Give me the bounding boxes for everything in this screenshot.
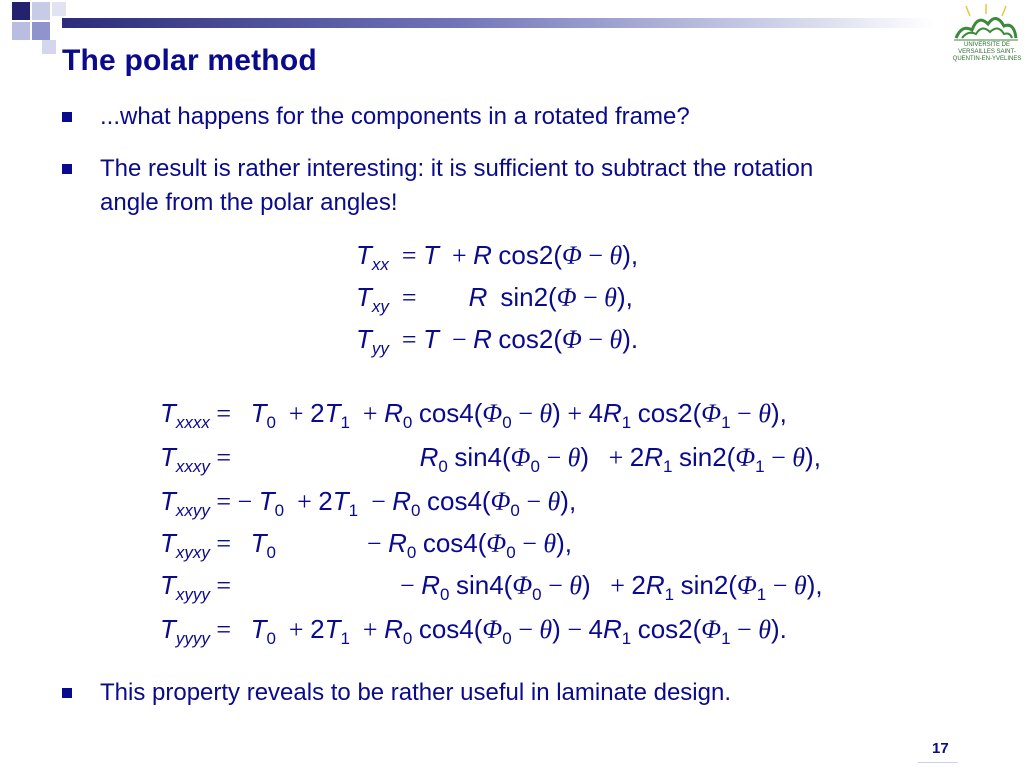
bullet-text: This property reveals to be rather useful in laminate design. bbox=[100, 679, 731, 706]
decor-square bbox=[42, 40, 56, 54]
page-number: 17 bbox=[932, 740, 949, 757]
equation-txxxy: $T_{xxxy}$ = $R_0$ $\sin 4(\Phi_0 - \theta) + 2R_1$ $\sin 2(\Phi_1 - \theta)$, bbox=[160, 442, 821, 476]
header-gradient-bar bbox=[62, 18, 934, 28]
equation-tyy: $T_{yy} = T - R$ cos2(Φ − θ). bbox=[356, 324, 639, 358]
bullet-square-icon bbox=[62, 112, 72, 122]
bullet-text: ...what happens for the components in a rotated frame? bbox=[100, 103, 690, 130]
bullet-text-line1: The result is rather interesting: it is sufficient to subtract the rotation bbox=[100, 155, 814, 182]
equation-txxyy: $T_{xxyy}$ = − $T_0 + 2T_1 - R_0$ $\cos 4(\Phi_0 - \theta)$, bbox=[160, 486, 577, 520]
logo-caption: UNIVERSITE DE VERSAILLES SAINT-QUENTIN-EN-YVELINES bbox=[952, 42, 1022, 62]
equation-txxxx: $T_{xxxx} = T_0 + 2T_1 + R_0$ $\cos 4(\Phi_0 - \theta) + 4R_1$ $\cos 2(\Phi_1 - \theta)$, bbox=[160, 398, 787, 432]
equation-txx: $T_{xx} = T + R$ cos2(Φ − θ), bbox=[356, 240, 639, 274]
equation-txy: $T_{xy}$ = R sin2(Φ − θ), bbox=[356, 282, 633, 316]
slide-title: The polar method bbox=[62, 44, 317, 77]
decor-square bbox=[12, 2, 30, 20]
bullet-text-line2: angle from the polar angles! bbox=[100, 189, 398, 216]
decor-square bbox=[32, 2, 50, 20]
decor-square bbox=[52, 2, 66, 16]
equation-tyyyy: $T_{yyyy} = T_0 + 2T_1 + R_0$ $\cos 4(\Phi_0 - \theta) - 4R_1$ $\cos 2(\Phi_1 - \theta)$. bbox=[160, 614, 787, 648]
equation-txyyy: $T_{xyyy}$ = − $R_0$ $\sin 4(\Phi_0 - \theta) + 2R_1$ $\sin 2(\Phi_1 - \theta)$, bbox=[160, 570, 823, 604]
bullet-square-icon bbox=[62, 688, 72, 698]
equation-txyxy: $T_{xyxy} = T_0$ − $R_0$ $\cos 4(\Phi_0 - \theta)$, bbox=[160, 528, 573, 562]
decor-square bbox=[12, 22, 30, 40]
decor-square bbox=[32, 22, 50, 40]
bullet-square-icon bbox=[62, 164, 72, 174]
page-number-underline bbox=[918, 762, 958, 763]
